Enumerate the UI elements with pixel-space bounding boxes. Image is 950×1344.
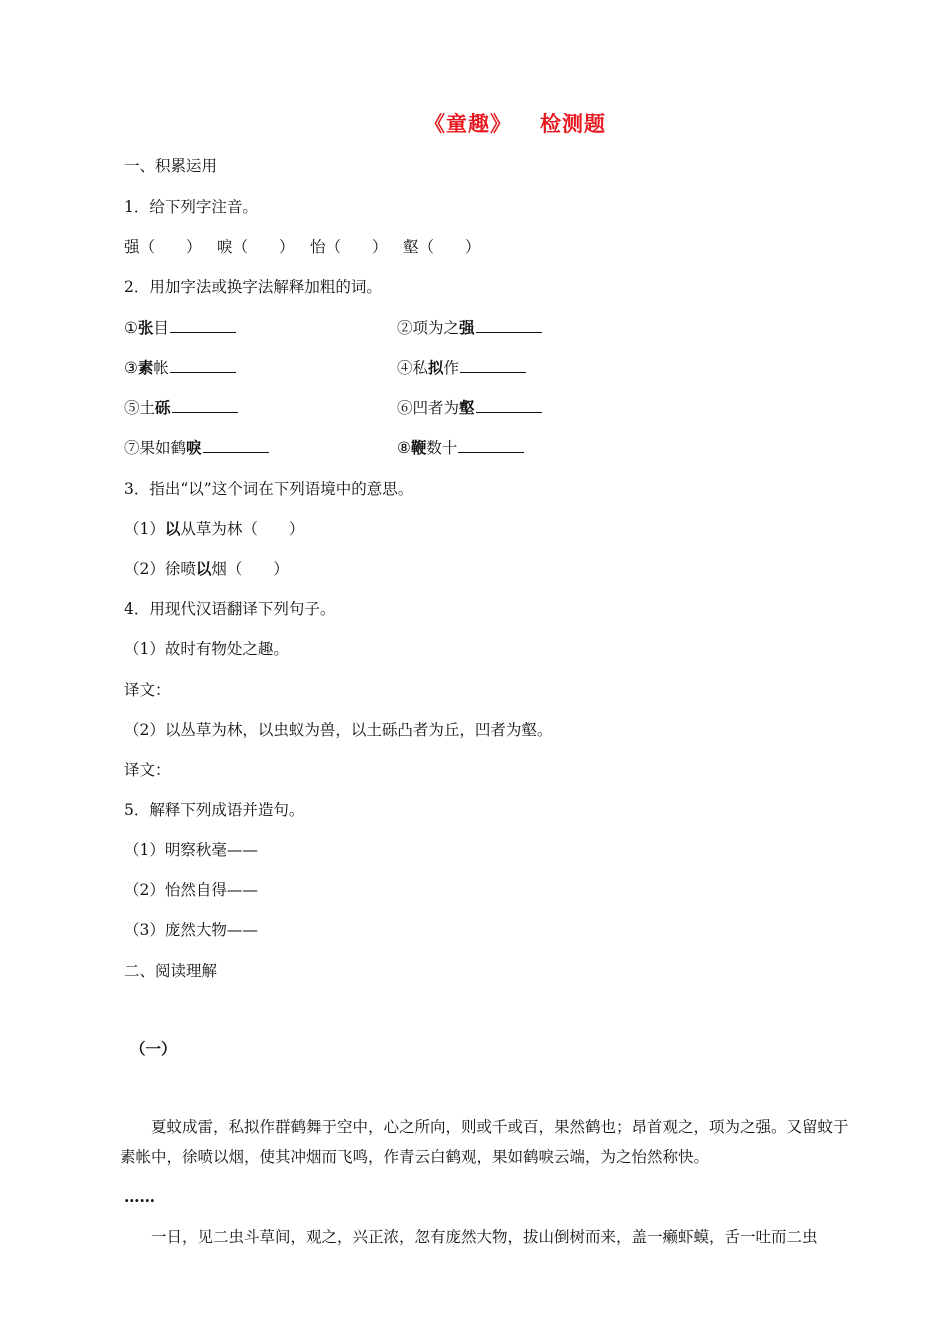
q5-item: （1）明察秋毫—— — [124, 841, 258, 859]
q2-item: ①张目 — [124, 318, 236, 338]
reading-ellipsis: …… — [124, 1187, 155, 1206]
q4-translation-label-1: 译文： — [124, 681, 171, 699]
q2-item: ⑥凹者为壑 — [397, 398, 542, 418]
q4-prompt: 4．用现代汉语翻译下列句子。 — [124, 600, 336, 618]
reading-paragraph-2: 一日，见二虫斗草间，观之，兴正浓，忽有庞然大物，拔山倒树而来，盖一癞虾蟆，舌一吐而二虫 — [151, 1228, 818, 1246]
answer-blank — [476, 318, 542, 333]
q1-item: 唳（ ） — [217, 238, 295, 256]
q1-prompt: 1．给下列字注音。 — [124, 198, 258, 216]
q2-item: ⑧鞭数十 — [397, 438, 524, 458]
q4-translation-label-2: 译文： — [124, 761, 171, 779]
q1-items — [124, 237, 481, 257]
q2-item: ⑤土砾 — [124, 398, 238, 418]
q2-prompt: 2．用加字法或换字法解释加粗的词。 — [124, 278, 382, 296]
answer-blank — [170, 358, 236, 373]
title-part2: 检测题 — [540, 111, 606, 136]
q5-item: （3）庞然大物—— — [124, 921, 258, 939]
q4-sentence-2: （2）以丛草为林，以虫蚁为兽，以土砾凸者为丘，凹者为壑。 — [124, 721, 553, 739]
q2-item: ②项为之强 — [397, 318, 542, 338]
answer-blank — [203, 438, 269, 453]
reading-label: （一） — [130, 1039, 177, 1058]
q5-item: （2）怡然自得—— — [124, 881, 258, 899]
section2-heading: 二、阅读理解 — [124, 962, 218, 980]
page-title — [0, 108, 950, 138]
q3-item: （2）徐喷以烟（ ） — [124, 559, 289, 578]
q3-item: （1）以从草为林（ ） — [124, 519, 305, 538]
q2-item: ④私拟作 — [397, 358, 526, 378]
answer-blank — [460, 358, 526, 373]
q2-item: ③素帐 — [124, 358, 236, 378]
q1-item: 怡（ ） — [310, 238, 388, 256]
reading-paragraph-1: 夏蚊成雷，私拟作群鹤舞于空中，心之所向，则或千或百，果然鹤也；昂首观之，项为之强。又留蚊于素帐中，徐喷以烟，使其冲烟而飞鸣，作青云白鹤观，果如鹤唳云端，为之怡然称快。 — [120, 1118, 849, 1166]
q1-item: 强（ ） — [124, 238, 202, 256]
section1-heading: 一、积累运用 — [124, 157, 218, 175]
q5-prompt: 5．解释下列成语并造句。 — [124, 801, 305, 819]
q4-sentence-1: （1）故时有物处之趣。 — [124, 640, 289, 658]
q3-prompt: 3．指出“以”这个词在下列语境中的意思。 — [124, 480, 414, 498]
answer-blank — [170, 318, 236, 333]
q1-item: 壑（ ） — [403, 238, 481, 256]
answer-blank — [172, 398, 238, 413]
q2-item: ⑦果如鹤唳 — [124, 438, 269, 458]
answer-blank — [476, 398, 542, 413]
answer-blank — [458, 438, 524, 453]
title-part1: 《童趣》 — [424, 111, 512, 136]
